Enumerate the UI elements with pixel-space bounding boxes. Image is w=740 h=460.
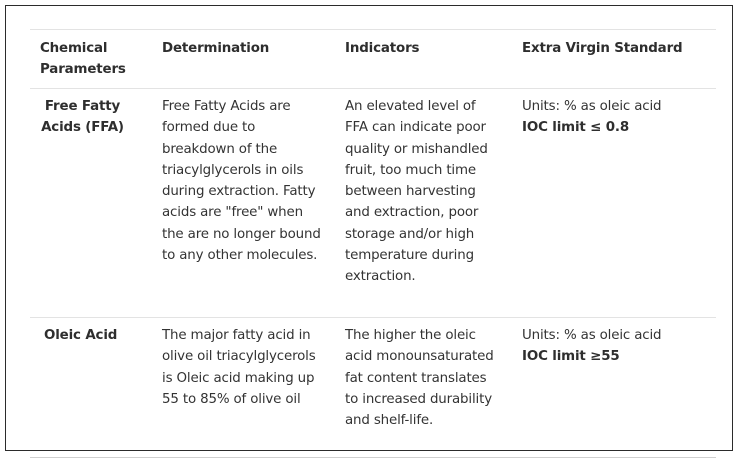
parameter-cell — [44, 325, 129, 346]
indicators-cell — [345, 325, 494, 431]
text-line: fruit, too much time — [345, 162, 476, 178]
text-line: the are no longer bound — [162, 226, 321, 242]
text-line: The higher the oleic — [345, 328, 476, 343]
units-text: Units: % as oleic acid — [522, 328, 662, 343]
table-row — [30, 88, 716, 317]
standard-cell — [522, 96, 661, 139]
text-line: temperature during — [345, 248, 474, 264]
parameters-table — [30, 29, 716, 458]
text-line: 55 to 85% of olive oil — [162, 391, 301, 407]
units-text: Units: % as oleic acid — [522, 99, 662, 114]
text-line: between harvesting — [345, 184, 476, 200]
table-header-row — [30, 29, 716, 88]
header-line: Parameters — [40, 62, 126, 78]
text-line: The major fatty acid in — [162, 328, 311, 343]
text-line: FFA can indicate poor — [345, 120, 486, 136]
text-line: storage and/or high — [345, 226, 475, 242]
indicators-cell — [345, 96, 488, 288]
text-line: extraction. — [345, 269, 416, 285]
text-line: breakdown of the — [162, 141, 278, 157]
header-indicators: Indicators — [345, 41, 420, 56]
text-line: An elevated level of — [345, 99, 476, 114]
text-line: and extraction, poor — [345, 205, 479, 221]
header-chemical-parameters — [40, 38, 126, 81]
determination-cell — [162, 96, 321, 266]
text-line: triacylglycerols in oils — [162, 162, 304, 178]
text-line: is Oleic acid making up — [162, 370, 315, 386]
text-line: olive oil triacylglycerols — [162, 349, 316, 365]
text-line: Free Fatty Acids are — [162, 99, 291, 114]
text-line: to increased durability — [345, 391, 492, 407]
header-extra-virgin-standard: Extra Virgin Standard — [522, 41, 683, 56]
text-line: formed due to — [162, 120, 256, 136]
text-line: and shelf-life. — [345, 413, 434, 429]
standard-cell — [522, 325, 661, 368]
ioc-limit-text: IOC limit ≤ 0.8 — [522, 120, 629, 136]
header-determination: Determination — [162, 41, 270, 56]
parameter-cell — [40, 96, 125, 139]
header-line: Chemical — [40, 41, 108, 56]
parameter-line: Acids (FFA) — [41, 120, 124, 136]
text-line: acid monounsaturated — [345, 349, 494, 365]
text-line: acids are "free" when — [162, 205, 303, 221]
ioc-limit-text: IOC limit ≥55 — [522, 349, 620, 365]
text-line: during extraction. Fatty — [162, 184, 316, 200]
determination-cell — [162, 325, 316, 410]
text-line: to any other molecules. — [162, 248, 318, 264]
parameter-line: Free Fatty — [44, 99, 121, 114]
table-row — [30, 317, 716, 458]
text-line: quality or mishandled — [345, 141, 488, 157]
text-line: fat content translates — [345, 370, 487, 386]
parameter-line: Oleic Acid — [44, 328, 118, 343]
